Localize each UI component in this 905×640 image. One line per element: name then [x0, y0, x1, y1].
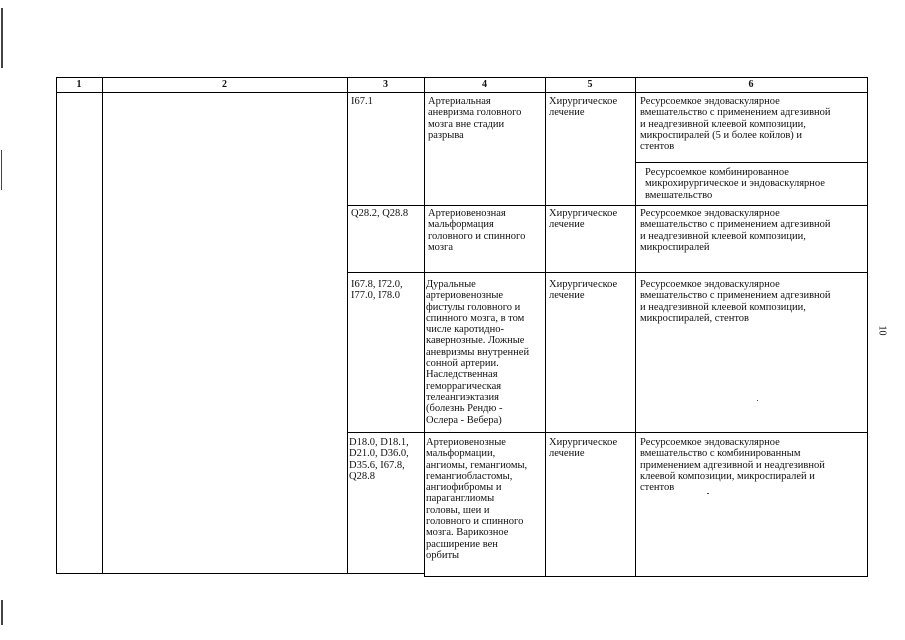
icd-codes-cell: D18.0, D18.1, D21.0, D36.0, D35.6, I67.8, Q28.8 [349, 437, 409, 482]
condition-cell: Артериовенозная мальформация головного и спинного мозга [428, 208, 526, 253]
page-number: 10 [876, 325, 888, 336]
treatment-type-cell: Хирургическое лечение [549, 279, 618, 302]
condition-cell: Артериальная аневризма головного мозга вне стадии разрыва [428, 96, 522, 141]
treatment-type-cell: Хирургическое лечение [549, 208, 618, 231]
icd-codes-cell: Q28.2, Q28.8 [351, 208, 409, 219]
scan-artifact [707, 493, 709, 494]
treatment-type-cell: Хирургическое лечение [549, 96, 618, 119]
table-border-top [56, 77, 868, 78]
treatment-type-cell: Хирургическое лечение [549, 437, 618, 460]
column-header-4: 4 [482, 79, 487, 90]
scan-artifact [757, 400, 758, 401]
column-divider [635, 77, 636, 577]
method-cell: Ресурсоемкое эндоваскулярное вмешательство с применением адгезивной и неадгезивной клеевой композиции, микроспиралей (5 и более койлов) и стентов [640, 96, 831, 153]
condition-cell: Артериовенозные мальформации, ангиомы, гемангиомы, гемангиобластомы, ангиофибромы и параганглиомы головы, шеи и головного и спинного мозга. Варикозное расширение вен орбиты [426, 437, 528, 561]
scan-artifact [1, 600, 3, 625]
header-divider [56, 92, 868, 93]
column-header-5: 5 [587, 79, 593, 90]
column-divider [424, 77, 425, 576]
scan-artifact [1, 150, 2, 190]
table-border-right [867, 77, 868, 577]
icd-codes-cell: I67.8, I72.0, I77.0, I78.0 [351, 279, 403, 302]
method-cell: Ресурсоемкое эндоваскулярное вмешательство с применением адгезивной и неадгезивной клеевой композиции, микроспиралей, стентов [640, 279, 831, 324]
table-border-left [56, 77, 57, 574]
table-border-bottom [424, 576, 868, 577]
row-divider [347, 205, 868, 206]
column-divider [102, 77, 103, 574]
column-divider [347, 77, 348, 574]
column-header-2: 2 [222, 79, 227, 90]
column-header-3: 3 [383, 79, 388, 90]
cell-divider [636, 162, 868, 163]
row-divider [347, 432, 868, 433]
column-divider [545, 77, 546, 576]
column-header-6: 6 [748, 79, 754, 90]
table-border-bottom [56, 573, 425, 574]
method-cell: Ресурсоемкое комбинированное микрохирургическое и эндоваскулярное вмешательство [645, 167, 825, 201]
condition-cell: Дуральные артериовенозные фистулы головного и спинного мозга, в том числе каротидно- кавернозные. Ложные аневризмы внутренней сонной артерии. Наследственная геморрагическая телеангиэктазия (болезнь Рендю - Ослера - Вебера) [426, 279, 530, 426]
method-cell: Ресурсоемкое эндоваскулярное вмешательство с применением адгезивной и неадгезивной клеевой композиции, микроспиралей [640, 208, 831, 253]
column-header-1: 1 [76, 79, 82, 90]
row-divider [347, 272, 868, 273]
icd-codes-cell: I67.1 [351, 96, 373, 107]
scan-artifact [1, 8, 3, 68]
method-cell: Ресурсоемкое эндоваскулярное вмешательство с комбинированным применением адгезивной и неадгезивной клеевой композиции, микроспиралей и стентов [640, 437, 825, 494]
